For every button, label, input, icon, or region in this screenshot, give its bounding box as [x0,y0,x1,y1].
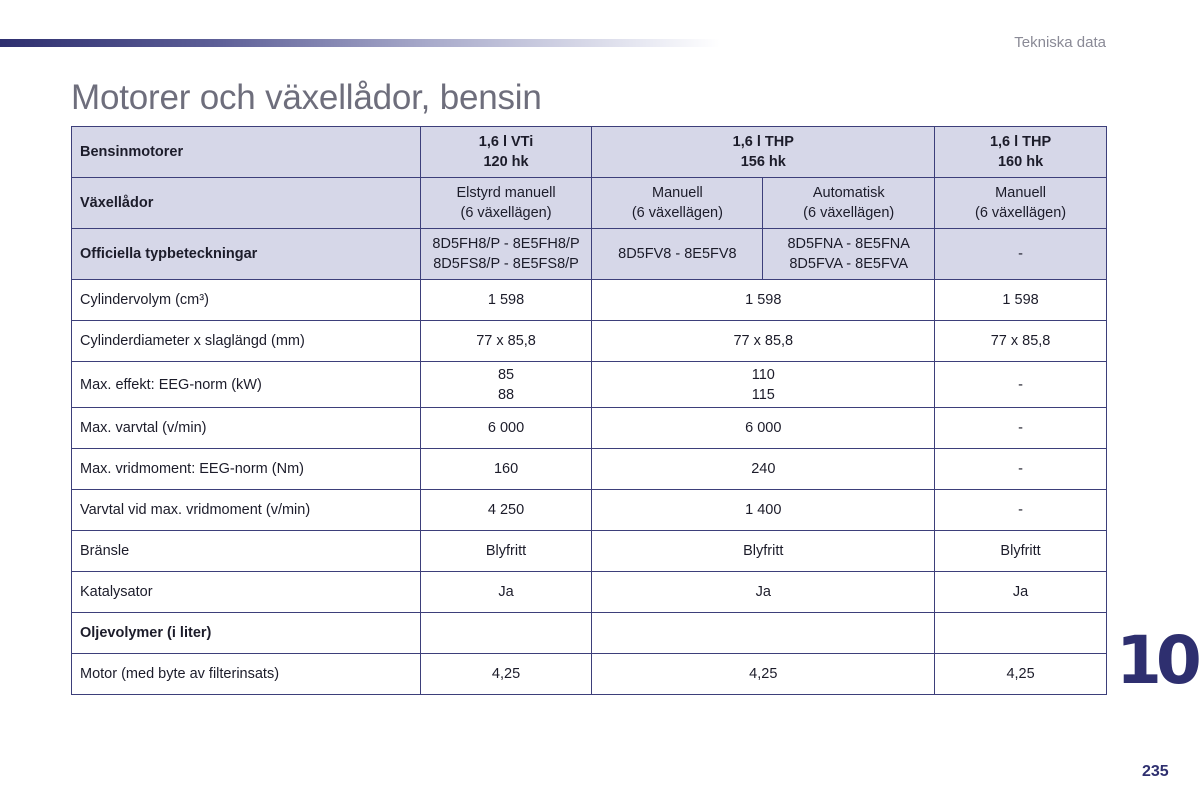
empty-cell [935,613,1107,654]
engine-name: 1,6 l THP [732,134,794,150]
engine-power: 120 hk [483,154,529,170]
value-line: 85 [497,366,515,383]
oil-label: Oljevolymer (i liter) [72,613,421,654]
value-line: 110 [751,366,775,383]
type-cell [420,229,592,280]
row-value: Blyfritt [592,531,935,572]
gearbox-type: Elstyrd manuell [456,185,556,201]
row-value: - [935,362,1107,408]
table-row [72,531,1107,572]
empty-cell [592,613,935,654]
gearbox-cell [763,178,935,229]
row-value: 77 x 85,8 [935,321,1107,362]
engine-name: 1,6 l VTi [478,134,534,150]
gearbox-gears: (6 växellägen) [975,205,1067,221]
gearbox-type: Manuell [651,185,703,201]
row-value: 4,25 [935,654,1107,695]
engine-col-2 [592,127,935,178]
engine-spec-table [71,126,1107,695]
row-value: - [935,490,1107,531]
type-cell [935,229,1107,280]
table-row [72,280,1107,321]
table-row [72,490,1107,531]
gearbox-type: Manuell [995,185,1046,201]
gearbox-row [72,178,1107,229]
gearbox-gears: (6 växellägen) [803,205,895,221]
type-cell [763,229,935,280]
type-code: 8D5FVA - 8E5FVA [789,256,909,272]
table-row [72,572,1107,613]
type-designation-row [72,229,1107,280]
row-label: Cylinderdiameter x slaglängd (mm) [72,321,421,362]
row-label: Max. vridmoment: EEG-norm (Nm) [72,449,421,490]
row-value: Ja [935,572,1107,613]
empty-cell [420,613,592,654]
row-value: - [935,408,1107,449]
row-label: Cylindervolym (cm³) [72,280,421,321]
row-value: 4 250 [420,490,592,531]
row-label: Katalysator [72,572,421,613]
oil-section-header [72,613,1107,654]
row-label: Bränsle [72,531,421,572]
chapter-number: 10 [1116,622,1196,699]
row-value: Ja [592,572,935,613]
table-row [72,362,1107,408]
table-row [72,408,1107,449]
row-value: 6 000 [420,408,592,449]
type-code: 8D5FNA - 8E5FNA [787,236,910,252]
engine-col-3 [935,127,1107,178]
row-value: 160 [420,449,592,490]
row-value: 1 400 [592,490,935,531]
row-value: 240 [592,449,935,490]
row-value: Blyfritt [935,531,1107,572]
page-number: 235 [1142,763,1169,780]
engines-header-row [72,127,1107,178]
table-row [72,654,1107,695]
row-value: 1 598 [935,280,1107,321]
type-code: 8D5FH8/P - 8E5FH8/P [432,236,580,252]
type-code: - [1018,246,1023,262]
table-row [72,449,1107,490]
row-value: 6 000 [592,408,935,449]
gearbox-label: Växellådor [72,178,421,229]
header-gradient-bar [0,39,720,47]
row-value [592,362,935,408]
engine-name: 1,6 l THP [989,134,1052,150]
row-label: Varvtal vid max. vridmoment (v/min) [72,490,421,531]
gearbox-gears: (6 växellägen) [460,205,552,221]
gearbox-type: Automatisk [812,185,885,201]
engine-col-1 [420,127,592,178]
table-row [72,321,1107,362]
engines-label: Bensinmotorer [72,127,421,178]
row-label: Motor (med byte av filterinsats) [72,654,421,695]
row-label: Max. varvtal (v/min) [72,408,421,449]
row-value: 77 x 85,8 [420,321,592,362]
engine-power: 156 hk [740,154,786,170]
row-value: Ja [420,572,592,613]
gearbox-cell [420,178,592,229]
value-line: 115 [751,386,775,403]
page-title: Motorer och växellådor, bensin [71,78,542,117]
section-label: Tekniska data [1014,34,1106,51]
type-cell [592,229,763,280]
gearbox-cell [935,178,1107,229]
row-value: 1 598 [420,280,592,321]
gearbox-cell [592,178,763,229]
row-value: 77 x 85,8 [592,321,935,362]
value-line: 88 [497,386,515,403]
gearbox-gears: (6 växellägen) [631,205,723,221]
row-value: 4,25 [420,654,592,695]
row-label: Max. effekt: EEG-norm (kW) [72,362,421,408]
row-value: - [935,449,1107,490]
type-label: Officiella typbeteckningar [72,229,421,280]
engine-power: 160 hk [997,154,1044,170]
row-value: 1 598 [592,280,935,321]
type-code: 8D5FS8/P - 8E5FS8/P [433,256,579,272]
row-value: Blyfritt [420,531,592,572]
row-value: 4,25 [592,654,935,695]
type-code: 8D5FV8 - 8E5FV8 [618,246,737,262]
row-value [420,362,592,408]
